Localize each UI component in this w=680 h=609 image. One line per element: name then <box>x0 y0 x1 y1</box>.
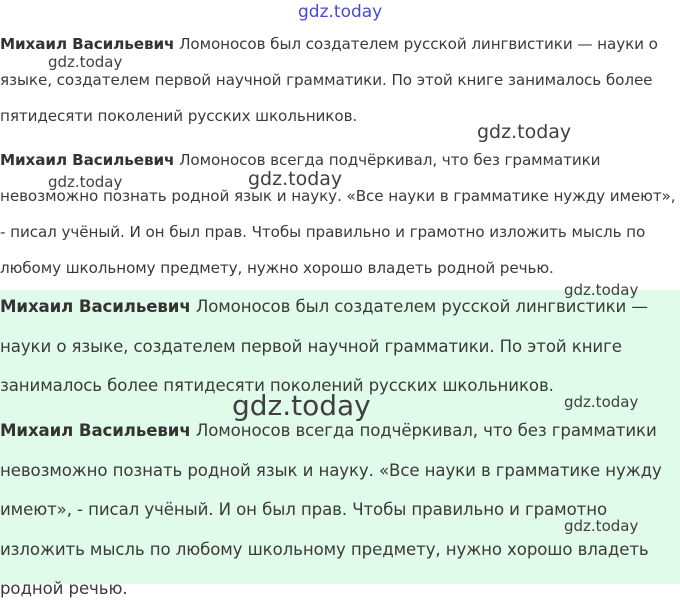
paragraph-text: Ломоносов был создателем русской лингвистики — науки о языке, создателем первой научной грамматики. По этой книге занималось более пятидесяти поколений русских школьников. <box>0 35 658 125</box>
author-name: Михаил Васильевич <box>0 35 175 53</box>
watermark: gdz.today <box>48 53 123 71</box>
paragraph-1 <box>0 26 676 134</box>
watermark: gdz.today <box>232 389 371 422</box>
watermark: gdz.today <box>48 173 123 191</box>
watermark: gdz.today <box>477 121 572 143</box>
answer-text-section <box>0 290 680 598</box>
original-text-section <box>0 0 680 290</box>
watermark: gdz.today <box>248 168 343 190</box>
paragraph-text: Ломоносов был создателем русской лингвистики — науки о языке, создателем первой научной грамматики. По этой книге занималось более пятидесяти поколений русских школьников. <box>0 297 648 395</box>
paragraph-text: Ломоносов всегда подчёркивал, что без грамматики невозможно познать родной язык и науку. «Все науки в грамматике нужду имеют», - писал учёный. И он был прав. Чтобы правильно и грамотно изложить мысль по любому школьному предмету, нужно хорошо владеть родной речью. <box>0 421 662 598</box>
watermark: gdz.today <box>564 393 639 411</box>
watermark: gdz.today <box>564 517 639 535</box>
paragraph-text: Ломоносов всегда подчёркивал, что без грамматики невозможно познать родной язык и науку. «Все науки в грамматике нужду имеют», - писал учёный. И он был прав. Чтобы правильно и грамотно изложить мысль по любому школьному предмету, нужно хорошо владеть родной речью. <box>0 151 676 277</box>
author-name: Михаил Васильевич <box>0 297 191 316</box>
watermark: gdz.today <box>298 2 383 22</box>
author-name: Михаил Васильевич <box>0 151 175 169</box>
watermark: gdz.today <box>564 281 639 299</box>
paragraph-4 <box>0 411 676 609</box>
paragraph-2 <box>0 142 676 286</box>
paragraph-3 <box>0 287 676 406</box>
author-name: Михаил Васильевич <box>0 421 191 440</box>
